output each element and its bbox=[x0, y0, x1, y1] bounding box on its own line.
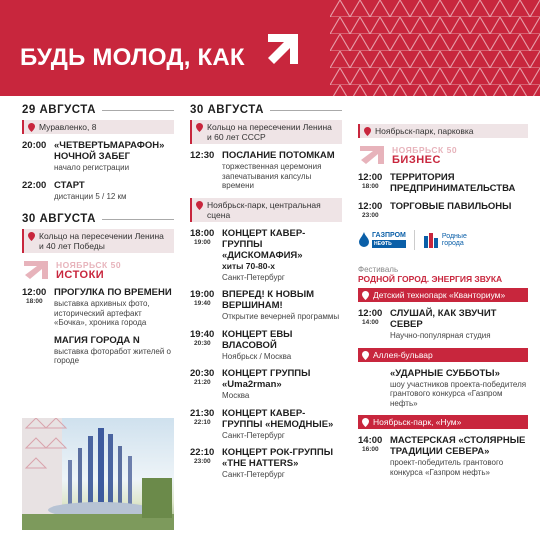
rodnye-goroda-logo: Родные города bbox=[423, 232, 478, 248]
date-heading: 29 АВГУСТА bbox=[22, 104, 174, 116]
location-pin-icon bbox=[28, 232, 35, 241]
event-item: 14:00 16:00 МАСТЕРСКАЯ «СТОЛЯРНЫЕ ТРАДИЦИИ СЕВЕРА» проект-победитель грантового конкурса «Газпром нефть» bbox=[358, 435, 528, 477]
event-item: 12:00 23:00 ТОРГОВЫЕ ПАВИЛЬОНЫ bbox=[358, 201, 528, 219]
date-heading: 30 АВГУСТА bbox=[190, 104, 342, 116]
header-banner bbox=[0, 0, 540, 96]
event-item: 12:00 18:00 ПРОГУЛКА ПО ВРЕМЕНИ выставка архивных фото, исторический артефакт «Бочка», хроника города bbox=[22, 287, 174, 328]
event-description: Открытие вечерней программы bbox=[222, 312, 340, 321]
location-label: Кольцо на пересечении Ленина и 40 лет Победы bbox=[22, 229, 174, 253]
location-label: Муравленко, 8 bbox=[22, 120, 174, 134]
event-item: 12:00 14:00 СЛУШАЙ, КАК ЗВУЧИТ СЕВЕР Научно-популярная студия bbox=[358, 308, 528, 341]
event-item: 20:30 21:20 КОНЦЕРТ ГРУППЫ «Uma2rman» Москва bbox=[190, 368, 342, 401]
event-title: КОНЦЕРТ КАВЕР-ГРУППЫ «ДИСКОМАФИЯ» bbox=[222, 227, 306, 261]
event-item: 19:40 20:30 КОНЦЕРТ ЕВЫ ВЛАСОВОЙ Ноябрьск / Москва bbox=[190, 329, 342, 362]
event-title: КОНЦЕРТ ГРУППЫ «Uma2rman» bbox=[222, 368, 311, 390]
event-title: МАГИЯ ГОРОДА N bbox=[54, 334, 140, 346]
arrow-section-icon bbox=[22, 259, 52, 281]
event-description: Научно-популярная студия bbox=[390, 331, 491, 340]
header-title: БУДЬ МОЛОД, КАК bbox=[20, 44, 245, 71]
event-title: ТЕРРИТОРИЯ ПРЕДПРИНИМАТЕЛЬСТВА bbox=[390, 172, 516, 194]
event-description: Москва bbox=[222, 391, 250, 400]
event-item: 18:00 19:00 КОНЦЕРТ КАВЕР-ГРУППЫ «ДИСКОМАФИЯ» хиты 70-80-х Санкт-Петербург bbox=[190, 228, 342, 283]
arrow-logo-icon bbox=[262, 26, 306, 70]
flame-icon bbox=[358, 232, 370, 248]
event-item: 12:00 18:00 ТЕРРИТОРИЯ ПРЕДПРИНИМАТЕЛЬСТВА bbox=[358, 172, 528, 194]
event-title: ТОРГОВЫЕ ПАВИЛЬОНЫ bbox=[390, 201, 512, 212]
location-pin-icon bbox=[362, 418, 369, 427]
column-29-august bbox=[22, 104, 174, 373]
event-item bbox=[358, 368, 528, 409]
date-heading: 30 АВГУСТА bbox=[22, 213, 174, 225]
event-title: СТАРТ bbox=[54, 179, 85, 191]
event-title: СЛУШАЙ, КАК ЗВУЧИТ СЕВЕР bbox=[390, 308, 497, 330]
event-description: Ноябрьск / Москва bbox=[222, 351, 292, 361]
location-pin-icon bbox=[196, 123, 203, 132]
location-pin-icon bbox=[196, 201, 203, 210]
event-title: КОНЦЕРТ КАВЕР-ГРУППЫ «НЕМОДНЫЕ» bbox=[222, 407, 334, 430]
event-description: Санкт-Петербург bbox=[222, 272, 285, 282]
monument-photo bbox=[22, 418, 174, 530]
location-label: Кольцо на пересечении Ленина и 60 лет СССР bbox=[190, 120, 342, 144]
event-description: выставка архивных фото, исторический артефакт «Бочка», хроника города bbox=[54, 299, 150, 327]
event-description: проект-победитель грантового конкурса «Газпром нефть» bbox=[390, 458, 504, 477]
column-right: Ноябрьск-парк, парковка НОЯБРЬСК 50 БИЗНЕС 12:00 18:00 ТЕРРИТОРИЯ ПРЕДПРИНИМАТЕЛЬСТВА 12:00 23:00 ТОРГОВЫЕ ПАВИЛЬОНЫ ГАЗПРОМ НЕФТЬ Родные города Фестиваль РОДНОЙ ГОРОД. ЭНЕРГИЯ ЗВУКА Детский технопарк «Кванториум» 12:00 14:00 СЛУШАЙ, КАК ЗВУЧИТ СЕВЕР Научно-популярная студия Аллея-бульвар «УДАРНЫЕ СУББОТЫ» шоу участников проекта-победителя грантового конкурса «Газпром нефть» Ноябрьск-парк, «Нум» 14:00 16:00 МАСТЕРСКАЯ «СТОЛЯРНЫЕ ТРАДИЦИИ СЕВЕРА» проект-победитель грантового конкурса «Газпром нефть» bbox=[358, 126, 527, 477]
location-label: Аллея-бульвар bbox=[358, 348, 528, 362]
event-description: дистанции 5 / 12 км bbox=[54, 191, 127, 201]
event-title: «УДАРНЫЕ СУББОТЫ» bbox=[390, 367, 500, 379]
event-description: выставка фоторабот жителей о городе bbox=[54, 346, 171, 365]
event-title: МАСТЕРСКАЯ «СТОЛЯРНЫЕ ТРАДИЦИИ СЕВЕРА» bbox=[390, 435, 526, 457]
event-item bbox=[22, 335, 174, 366]
event-subtitle: хиты 70-80-х bbox=[222, 260, 276, 271]
event-title: ПРОГУЛКА ПО ВРЕМЕНИ bbox=[54, 287, 172, 298]
festival-title: РОДНОЙ ГОРОД. ЭНЕРГИЯ ЗВУКА bbox=[358, 274, 503, 284]
event-title: КОНЦЕРТ РОК-ГРУППЫ «THE HATTERS» bbox=[222, 447, 334, 469]
arrow-section-icon bbox=[358, 144, 388, 166]
event-description: торжественная церемония запечатывания капсулы времени bbox=[222, 162, 322, 190]
location-label: Ноябрьск-парк, центральная сцена bbox=[190, 198, 342, 222]
event-item: 22:00 СТАРТ дистанции 5 / 12 км bbox=[22, 180, 174, 202]
event-title: ПОСЛАНИЕ ПОТОМКАМ bbox=[222, 150, 335, 161]
event-item: 20:00 «ЧЕТВЕРТЬМАРАФОН» НОЧНОЙ ЗАБЕГ начало регистрации bbox=[22, 140, 174, 173]
partner-logos bbox=[358, 229, 528, 251]
city-icon bbox=[423, 232, 439, 248]
monument-illustration bbox=[22, 418, 174, 530]
event-description: начало регистрации bbox=[54, 163, 130, 172]
location-pin-icon bbox=[364, 127, 371, 136]
location-pin-icon bbox=[362, 351, 369, 360]
location-pin-icon bbox=[28, 123, 35, 132]
column-30-august bbox=[190, 104, 342, 487]
event-title: КОНЦЕРТ ЕВЫ ВЛАСОВОЙ bbox=[222, 328, 293, 351]
location-pin-icon bbox=[362, 291, 369, 300]
event-description: Санкт-Петербург bbox=[222, 470, 285, 479]
event-description: шоу участников проекта-победителя грантового конкурса «Газпром нефть» bbox=[390, 379, 527, 408]
location-label: Детский технопарк «Кванториум» bbox=[358, 288, 528, 302]
triangle-pattern-icon bbox=[330, 0, 540, 96]
section-istoki: НОЯБРЬСК 50 ИСТОКИ bbox=[22, 259, 174, 281]
event-item: 19:00 19:40 ВПЕРЕД! К НОВЫМ ВЕРШИНАМ! Открытие вечерней программы bbox=[190, 289, 342, 322]
gazprom-logo: ГАЗПРОМ НЕФТЬ bbox=[358, 232, 406, 248]
event-item: 22:10 23:00 КОНЦЕРТ РОК-ГРУППЫ «THE HATTERS» Санкт-Петербург bbox=[190, 447, 342, 480]
section-biznes: НОЯБРЬСК 50 БИЗНЕС bbox=[358, 144, 528, 166]
location-label: Ноябрьск-парк, парковка bbox=[358, 124, 528, 138]
location-label: Ноябрьск-парк, «Нум» bbox=[358, 415, 528, 429]
event-item: 12:30 ПОСЛАНИЕ ПОТОМКАМ торжественная церемония запечатывания капсулы времени bbox=[190, 150, 342, 191]
event-title: ВПЕРЕД! К НОВЫМ ВЕРШИНАМ! bbox=[222, 289, 315, 311]
event-title: «ЧЕТВЕРТЬМАРАФОН» НОЧНОЙ ЗАБЕГ bbox=[54, 140, 165, 162]
event-item: 21:30 22:10 КОНЦЕРТ КАВЕР-ГРУППЫ «НЕМОДНЫЕ» Санкт-Петербург bbox=[190, 408, 342, 441]
event-description: Санкт-Петербург bbox=[222, 430, 285, 440]
